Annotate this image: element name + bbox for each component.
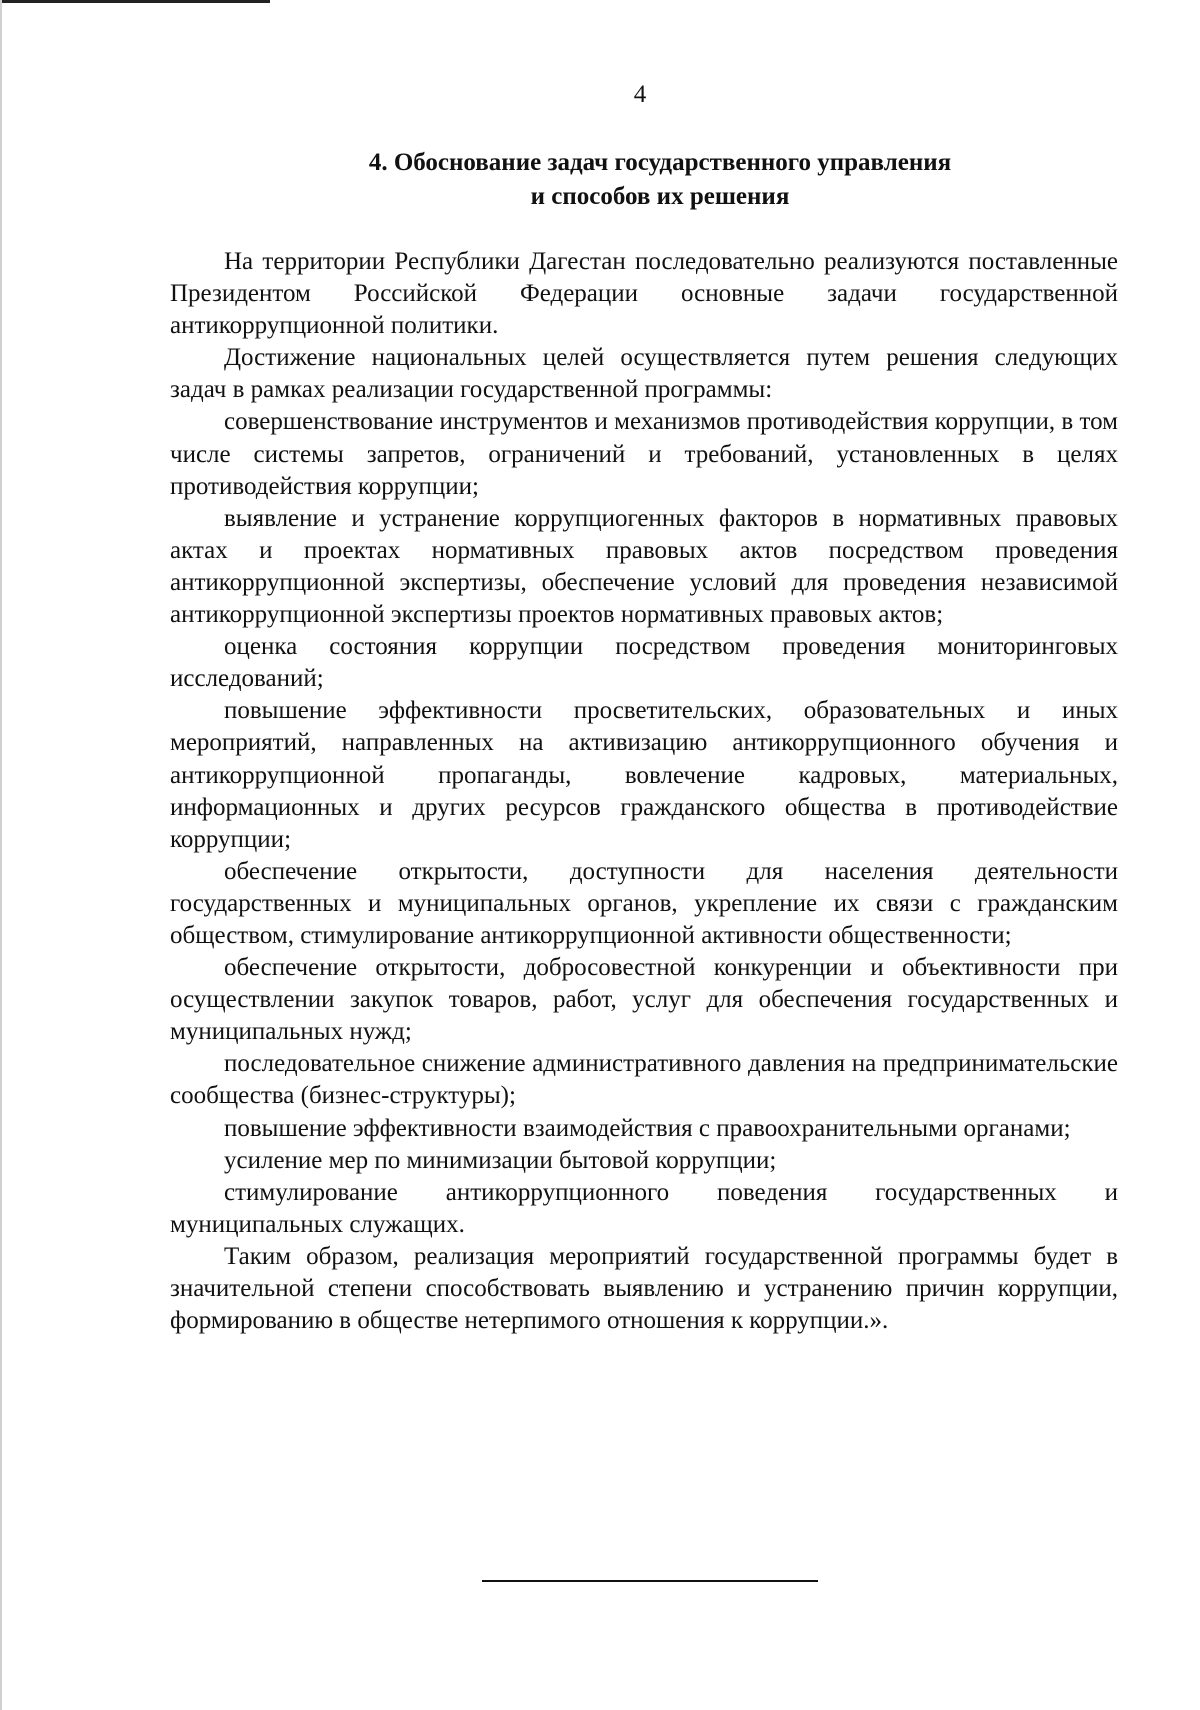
task-item: повышение эффективности просветительских, образовательных и иных мероприятий, направленных на активизацию антикоррупционного обучения и антикоррупционной пропаганды, вовлечение кадровых, материальных, информационных и других ресурсов гражданского общества в противодействие коррупции; — [170, 697, 1118, 853]
task-item: обеспечение открытости, доступности для населения деятельности государственных и муниципальных органов, укрепление их связи с гражданским обществом, стимулирование антикоррупционной активности общественности; — [170, 857, 1118, 949]
section-heading — [170, 146, 1150, 214]
task-item: повышение эффективности взаимодействия с правоохранительными органами; — [224, 1114, 1071, 1142]
task-item: выявление и устранение коррупциогенных факторов в нормативных правовых актах и проектах нормативных правовых актов посредством проведения антикоррупционной экспертизы, обеспечение условий для проведения независимой антикоррупционной экспертизы проектов нормативных правовых актов; — [170, 504, 1118, 629]
section-heading-line-1: 4. Обоснование задач государственного управления — [368, 149, 952, 176]
paragraph-goals: Достижение национальных целей осуществляется путем решения следующих задач в рамках реализации государственной программы: — [170, 344, 1118, 404]
task-item: совершенствование инструментов и механизмов противодействия коррупции, в том числе системы запретов, ограничений и требований, установленных в целях противодействия коррупции; — [170, 408, 1118, 500]
task-item: усиление мер по минимизации бытовой коррупции; — [224, 1146, 777, 1174]
scan-artifact-left-edge — [0, 0, 2, 1710]
section-heading-line-2: и способов их решения — [530, 183, 790, 210]
section-body — [170, 246, 1118, 1337]
end-divider-line — [482, 1580, 818, 1582]
paragraph-conclusion: Таким образом, реализация мероприятий государственной программы будет в значительной степени способствовать выявлению и устранению причин коррупции, формированию в обществе нетерпимого отношения к коррупции.». — [170, 1242, 1118, 1335]
task-item: стимулирование антикоррупционного поведения государственных и муниципальных служащих. — [170, 1178, 1118, 1238]
paragraph-intro: На территории Республики Дагестан последовательно реализуются поставленные Президентом Российской Федерации основные задачи государственной антикоррупционной политики. — [170, 248, 1118, 340]
task-item: обеспечение открытости, добросовестной конкуренции и объективности при осуществлении закупок товаров, работ, услуг для обеспечения государственных и муниципальных нужд; — [170, 954, 1118, 1046]
task-item: оценка состояния коррупции посредством проведения мониторинговых исследований; — [170, 633, 1118, 693]
scan-artifact-top-line — [0, 0, 270, 3]
page-number: 4 — [633, 81, 647, 108]
task-item: последовательное снижение административного давления на предпринимательские сообщества (бизнес-структуры); — [170, 1050, 1118, 1110]
